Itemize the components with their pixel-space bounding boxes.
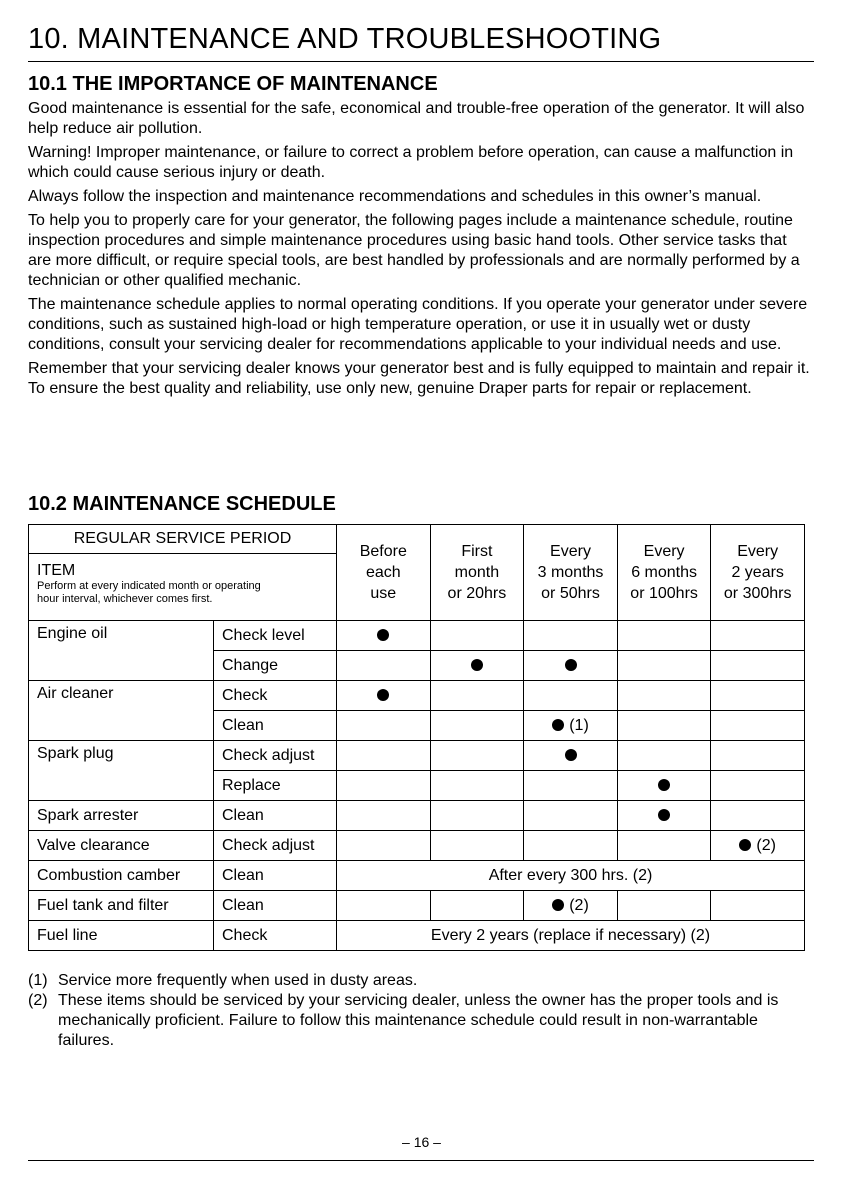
schedule-dot xyxy=(552,899,564,911)
header-item-label: ITEM xyxy=(37,562,76,579)
task-replace: Replace xyxy=(214,771,337,801)
paragraph: Good maintenance is essential for the safe, economical and trouble-free operation of the generator. It will also help reduce air pollution. xyxy=(28,100,805,137)
footnote-key: (1) xyxy=(28,972,48,989)
table-row xyxy=(29,741,805,771)
period-line: 6 months xyxy=(631,564,697,581)
header-item-note: Perform at every indicated month or operating xyxy=(37,580,261,592)
table-row xyxy=(29,681,805,711)
item-spark-plug: Spark plug xyxy=(29,741,214,801)
task-check-level: Check level xyxy=(214,621,337,651)
section-heading-maintenance-schedule: 10.2 MAINTENANCE SCHEDULE xyxy=(28,493,336,515)
period-line: Every xyxy=(737,543,779,560)
task-clean: Clean xyxy=(214,711,337,741)
schedule-dot xyxy=(565,749,577,761)
footnote-ref: (2) xyxy=(569,896,589,914)
task-clean: Clean xyxy=(214,801,337,831)
table-row xyxy=(29,921,805,951)
header-period xyxy=(711,525,805,621)
intro-text xyxy=(28,99,814,403)
task-clean: Clean xyxy=(214,891,337,921)
task-change: Change xyxy=(214,651,337,681)
schedule-dot xyxy=(552,719,564,731)
schedule-dot xyxy=(377,689,389,701)
fuel-line-interval: Every 2 years (replace if necessary) (2) xyxy=(337,921,805,951)
period-line: use xyxy=(370,585,397,602)
schedule-dot xyxy=(739,839,751,851)
table-row xyxy=(29,831,805,861)
paragraph: Remember that your servicing dealer knows your generator best and is fully equipped to maintain and repair it. To ensure the best quality and reliability, use only new, genuine Draper parts for repair or replacement. xyxy=(28,360,810,397)
period-line: 3 months xyxy=(537,564,604,581)
schedule-dot xyxy=(565,659,577,671)
section-heading-maintenance-importance: 10.1 THE IMPORTANCE OF MAINTENANCE xyxy=(28,73,438,95)
item-valve-clearance: Valve clearance xyxy=(29,831,214,861)
item-engine-oil: Engine oil xyxy=(29,621,214,681)
maintenance-schedule-table xyxy=(28,524,805,951)
item-fuel-tank-filter: Fuel tank and filter xyxy=(29,891,214,921)
footnote xyxy=(28,971,814,991)
footnote-text: Service more frequently when used in dusty areas. xyxy=(58,972,418,989)
item-air-cleaner: Air cleaner xyxy=(29,681,214,741)
task-clean: Clean xyxy=(214,861,337,891)
page-number: – 16 – xyxy=(402,1134,441,1150)
table-row xyxy=(29,801,805,831)
period-line: Every xyxy=(550,543,591,560)
header-regular-service-period: REGULAR SERVICE PERIOD xyxy=(29,525,337,554)
paragraph: Warning! Improper maintenance, or failure to correct a problem before operation, can cause a malfunction in which could cause serious injury or death. xyxy=(28,144,794,181)
task-check-adjust: Check adjust xyxy=(214,831,337,861)
task-check-adjust: Check adjust xyxy=(214,741,337,771)
footnote-text: These items should be serviced by your servicing dealer, unless the owner has the proper tools and is mechanically proficient. Failure to follow this maintenance schedule could result in non-warrantable failures. xyxy=(58,992,779,1049)
schedule-dot xyxy=(658,809,670,821)
bottom-rule xyxy=(28,1160,814,1161)
header-period xyxy=(524,525,618,621)
item-combustion-camber: Combustion camber xyxy=(29,861,214,891)
item-fuel-line: Fuel line xyxy=(29,921,214,951)
task-check: Check xyxy=(214,681,337,711)
schedule-dot xyxy=(377,629,389,641)
period-line: First xyxy=(461,543,493,560)
footnote-ref: (1) xyxy=(569,716,589,734)
table-row xyxy=(29,621,805,651)
period-line: Every xyxy=(643,543,685,560)
period-line: or 100hrs xyxy=(630,585,698,602)
table-row xyxy=(29,861,805,891)
paragraph: To help you to properly care for your generator, the following pages include a maintenance schedule, routine inspection procedures and simple maintenance procedures using basic hand tools. Other service tasks that are more difficult, or require special tools, are best handled by professionals and are normally performed by a technician or other qualified mechanic. xyxy=(28,212,800,289)
top-rule xyxy=(28,61,814,62)
schedule-dot xyxy=(658,779,670,791)
period-line: each xyxy=(365,564,401,581)
table-row xyxy=(29,891,805,921)
footnote xyxy=(28,991,814,1051)
chapter-title: 10. MAINTENANCE AND TROUBLESHOOTING xyxy=(28,23,662,55)
schedule-dot xyxy=(471,659,483,671)
period-line: or 300hrs xyxy=(723,585,792,602)
period-line: or 20hrs xyxy=(447,585,507,602)
period-line: 2 years xyxy=(731,564,784,581)
period-line: month xyxy=(454,564,500,581)
table-header-row xyxy=(29,525,805,554)
paragraph: The maintenance schedule applies to normal operating conditions. If you operate your generator under severe conditions, such as sustained high-load or high temperature operation, or use it in usually wet or dusty conditions, consult your servicing dealer for recommendations applicable to your individual needs and use. xyxy=(28,296,808,353)
footnotes xyxy=(28,971,814,1051)
period-line: Before xyxy=(359,543,407,560)
footnote-ref: (2) xyxy=(756,836,776,854)
task-check: Check xyxy=(214,921,337,951)
header-period xyxy=(617,525,711,621)
combustion-interval: After every 300 hrs. (2) xyxy=(337,861,805,891)
paragraph: Always follow the inspection and maintenance recommendations and schedules in this owner’s manual. xyxy=(28,188,762,205)
period-line: or 50hrs xyxy=(541,585,600,602)
header-period xyxy=(430,525,524,621)
footnote-key: (2) xyxy=(28,992,48,1009)
item-spark-arrester: Spark arrester xyxy=(29,801,214,831)
header-item xyxy=(29,554,337,621)
header-item-note: hour interval, whichever comes first. xyxy=(37,593,213,605)
header-period xyxy=(337,525,431,621)
